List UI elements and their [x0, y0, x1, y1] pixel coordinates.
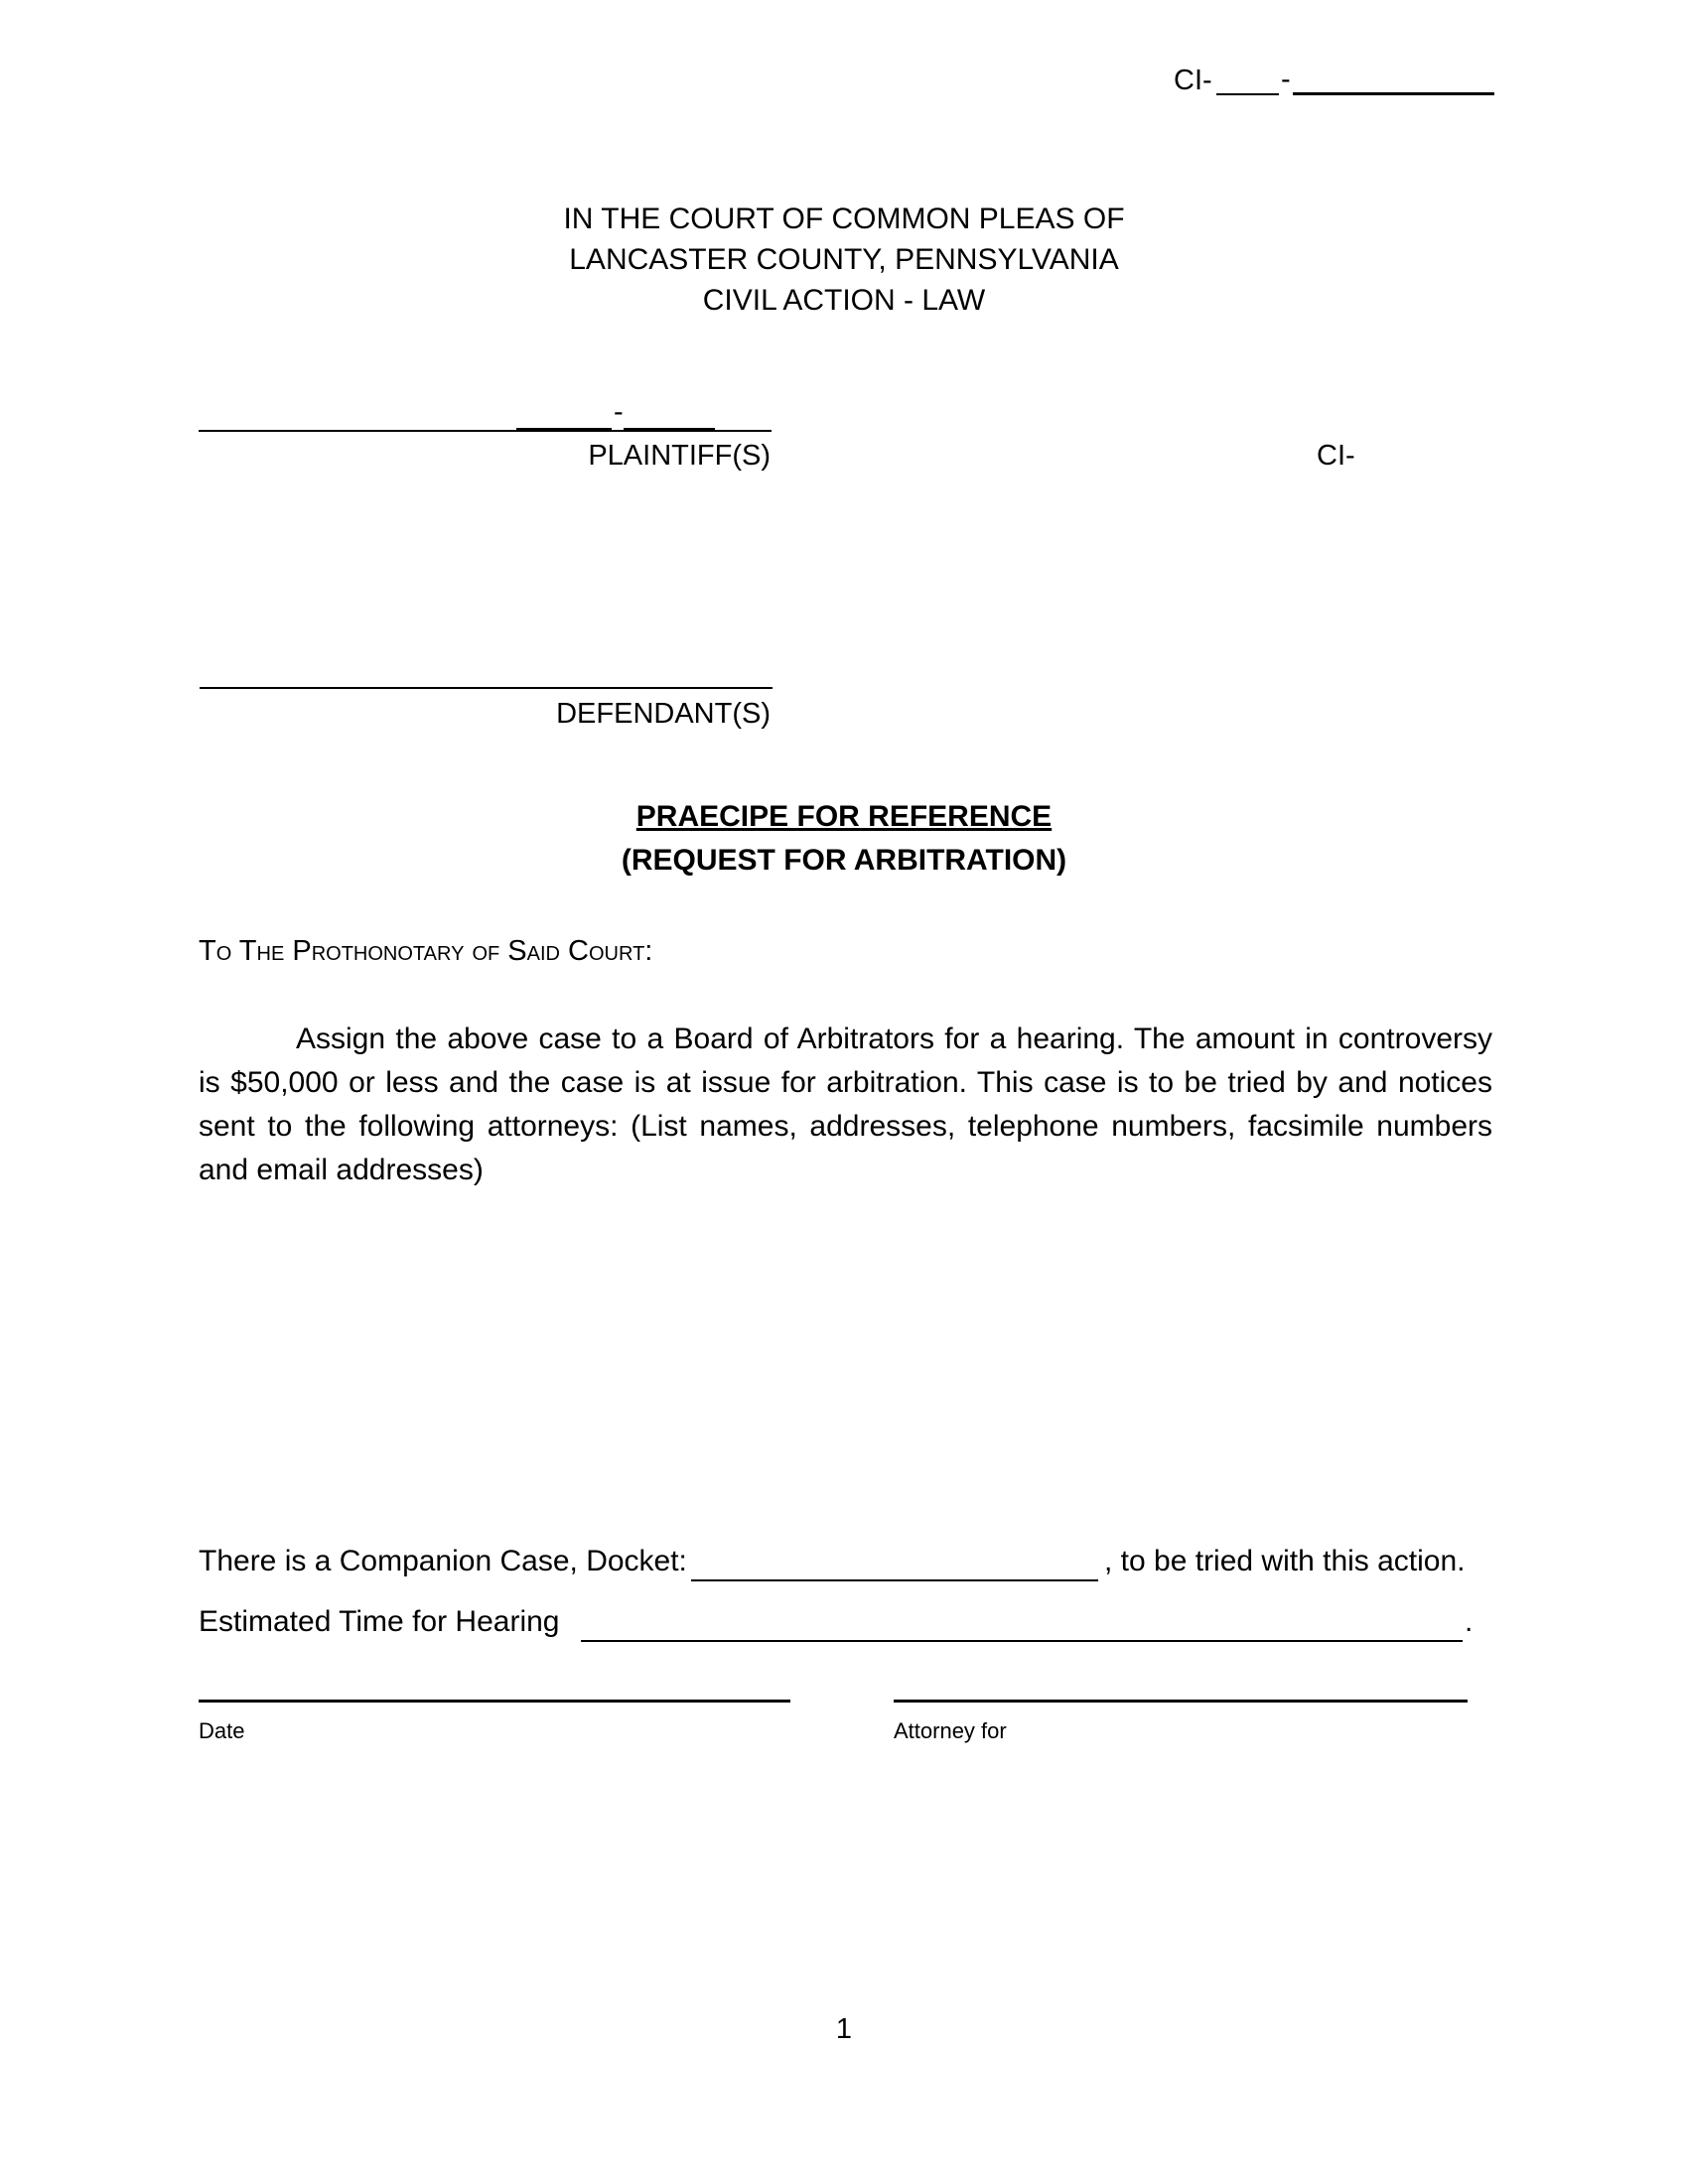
- estimated-time-suffix: .: [1465, 1605, 1474, 1638]
- estimated-time-label: Estimated Time for Hearing: [199, 1605, 560, 1638]
- case-year-field-top[interactable]: [1216, 93, 1279, 95]
- form-title: PRAECIPE FOR REFERENCE: [635, 800, 1053, 833]
- plaintiff-overlay-field-b[interactable]: [624, 428, 715, 430]
- date-field[interactable]: [199, 1700, 790, 1703]
- plaintiff-overlay-field-a[interactable]: [516, 428, 612, 430]
- attorney-signature-field[interactable]: [894, 1700, 1468, 1703]
- court-line-3: CIVIL ACTION - LAW: [702, 284, 986, 317]
- court-line-1: IN THE COURT OF COMMON PLEAS OF: [563, 203, 1125, 235]
- page-number: 1: [835, 2013, 853, 2045]
- attorney-list-area[interactable]: [199, 1201, 1492, 1499]
- case-separator-top: -: [1281, 64, 1291, 95]
- case-prefix-right: CI-: [1317, 440, 1355, 472]
- body-paragraph: Assign the above case to a Board of Arbitrators for a hearing. The amount in controversy is $50,000 or less and the case is at issue for arbitration. This case is to be tried by and notices sent to the following attorneys: (List names, addresses, telephone numbers, facsimile numbers and email addresses): [199, 1023, 1492, 1186]
- companion-case-suffix: , to be tried with this action.: [1104, 1545, 1466, 1577]
- defendant-label: DEFENDANT(S): [556, 698, 771, 730]
- salutation: To The Prothonotary of Said Court:: [199, 935, 653, 967]
- plaintiff-label: PLAINTIFF(S): [588, 440, 771, 472]
- case-prefix-top: CI-: [1174, 65, 1212, 96]
- companion-case-label: There is a Companion Case, Docket:: [199, 1545, 687, 1577]
- defendant-name-field[interactable]: [200, 687, 773, 689]
- case-number-field-top[interactable]: [1293, 92, 1494, 95]
- court-header: [0, 199, 1688, 321]
- plaintiff-name-field[interactable]: [199, 430, 772, 432]
- estimated-time-field[interactable]: [581, 1640, 1463, 1642]
- companion-docket-field[interactable]: [691, 1579, 1098, 1581]
- form-subtitle: (REQUEST FOR ARBITRATION): [621, 844, 1067, 877]
- case-number-top: [1174, 64, 1212, 97]
- date-label: Date: [199, 1718, 245, 1743]
- court-line-2: LANCASTER COUNTY, PENNSYLVANIA: [569, 243, 1119, 276]
- attorney-for-label: Attorney for: [894, 1718, 1007, 1743]
- plaintiff-separator: -: [614, 396, 624, 428]
